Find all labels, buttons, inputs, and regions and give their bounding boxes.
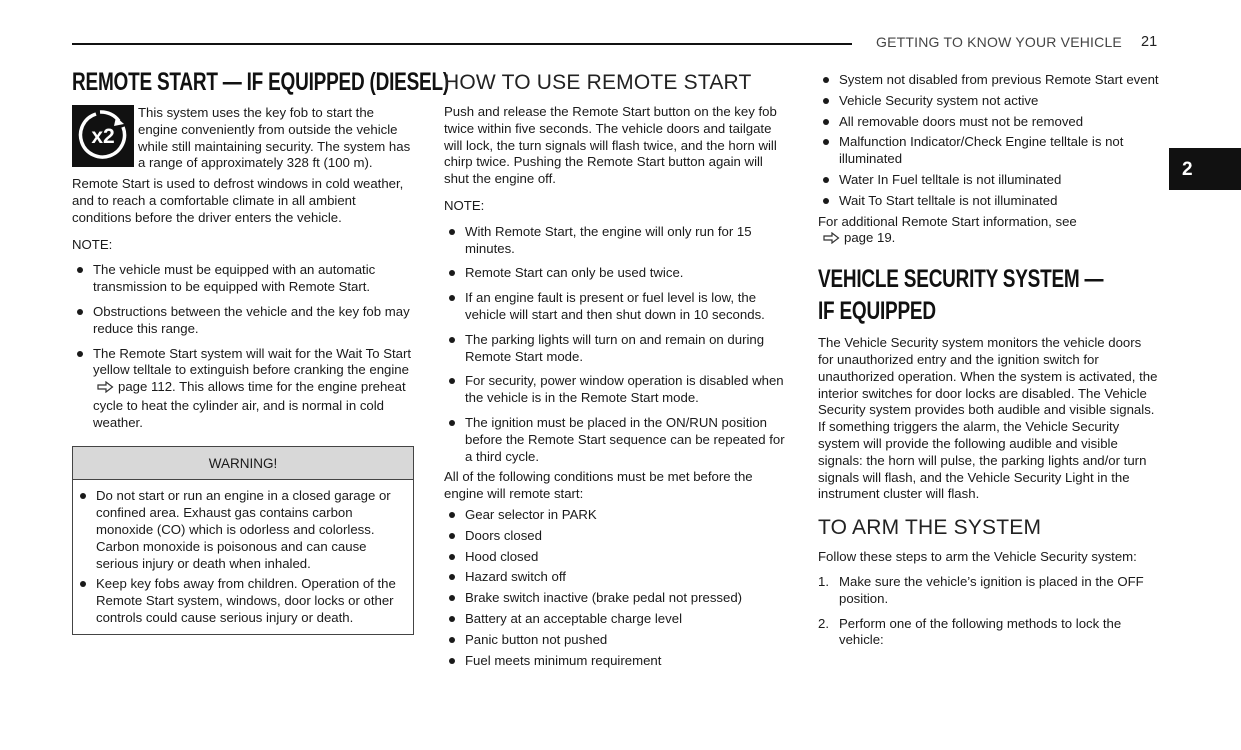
column-3 bbox=[818, 72, 1160, 657]
page-number: 21 bbox=[1141, 34, 1158, 50]
list-item: The vehicle must be equipped with an automatic transmission to be equipped with Remote Start. bbox=[72, 262, 414, 296]
list-item: Fuel meets minimum requirement bbox=[444, 653, 786, 670]
list-item: Obstructions between the vehicle and the key fob may reduce this range. bbox=[72, 304, 414, 338]
list-item: Gear selector in PARK bbox=[444, 507, 786, 524]
note-label: NOTE: bbox=[444, 197, 485, 213]
running-header: GETTING TO KNOW YOUR VEHICLE bbox=[876, 34, 1122, 50]
conditions-intro: All of the following conditions must be met before the engine will remote start: bbox=[444, 469, 753, 502]
list-item: Malfunction Indicator/Check Engine telltale is not illuminated bbox=[818, 134, 1160, 168]
security-paragraph: The Vehicle Security system monitors the vehicle doors for unauthorized entry and the ignition switch for unauthorized operation. When the system is activated, the interior switches for door locks are disabled. The Vehicle Security system provides both audible and visible signals. If something triggers the alarm, the Vehicle Security system will provide the following audible and visible signals: the horn will pulse, the parking lights and/or turn signals will flash, and the Vehicle Security Light in the instrument cluster will flash. bbox=[818, 335, 1158, 502]
list-item: For security, power window operation is disabled when the vehicle is in the Remote Start mode. bbox=[444, 373, 786, 407]
list-item: The Remote Start system will wait for the Wait To Start yellow telltale to extinguish before cranking the enginepage 112. This allows time for the engine preheat cycle to heat the cylinder air, and is normal in cold weather. bbox=[72, 346, 414, 432]
how-to-title: HOW TO USE REMOTE START bbox=[444, 71, 752, 94]
list-item: If an engine fault is present or fuel level is low, the vehicle will start and then shut down in 10 seconds. bbox=[444, 290, 786, 324]
note-list bbox=[444, 224, 786, 466]
list-item: The ignition must be placed in the ON/RUN position before the Remote Start sequence can be repeated for a third cycle. bbox=[444, 415, 786, 465]
list-item: Vehicle Security system not active bbox=[818, 93, 1160, 110]
list-item: 1. Make sure the vehicle’s ignition is placed in the OFF position. bbox=[818, 573, 1144, 606]
icon-label: x2 bbox=[91, 125, 115, 148]
more-info: For additional Remote Start information, see page 19. bbox=[818, 214, 1160, 250]
warning-box bbox=[72, 446, 414, 635]
list-item: With Remote Start, the engine will only run for 15 minutes. bbox=[444, 224, 786, 258]
list-item: Panic button not pushed bbox=[444, 632, 786, 649]
list-item: All removable doors must not be removed bbox=[818, 114, 1160, 131]
list-item: The parking lights will turn on and remain on during Remote Start mode. bbox=[444, 332, 786, 366]
warning-title: WARNING! bbox=[73, 447, 413, 481]
list-item: Keep key fobs away from children. Operation of the Remote Start system, windows, door locks or other controls could cause serious injury or death. bbox=[79, 576, 407, 626]
column-1 bbox=[72, 66, 449, 635]
arm-intro: Follow these steps to arm the Vehicle Security system: bbox=[818, 549, 1137, 565]
list-item: Do not start or run an engine in a closed garage or confined area. Exhaust gas contains carbon monoxide (CO) which is odorless and colorless. Carbon monoxide is poisonous and can cause serious injury or death when inhaled. bbox=[79, 488, 407, 572]
conditions-list-continued bbox=[818, 72, 1160, 210]
note-label: NOTE: bbox=[72, 236, 113, 252]
list-item: Remote Start can only be used twice. bbox=[444, 265, 786, 282]
how-to-paragraph: Push and release the Remote Start button on the key fob twice within five seconds. The vehicle doors and tailgate will lock, the turn signals will flash twice, and the horn will chirp twice. Pushing the Remote Start button again will shut the engine off. bbox=[444, 104, 777, 187]
header-rule bbox=[72, 43, 852, 45]
remote-start-title: REMOTE START — IF EQUIPPED (DIESEL) bbox=[72, 68, 449, 96]
arm-system-title: TO ARM THE SYSTEM bbox=[818, 516, 1042, 540]
list-item: Wait To Start telltale is not illuminated bbox=[818, 193, 1160, 210]
page-reference-arrow-icon bbox=[97, 381, 114, 398]
intro-block bbox=[72, 105, 414, 172]
list-item: Doors closed bbox=[444, 528, 786, 545]
security-title-line2: IF EQUIPPED bbox=[818, 297, 936, 326]
list-item: 2. Perform one of the following methods to lock the vehicle: bbox=[818, 615, 1122, 648]
security-title-line1: VEHICLE SECURITY SYSTEM — bbox=[818, 265, 1104, 294]
list-item: Brake switch inactive (brake pedal not pressed) bbox=[444, 590, 786, 607]
note-list bbox=[72, 262, 414, 431]
page-reference-link[interactable]: page 19. bbox=[844, 230, 896, 246]
chapter-tab[interactable]: 2 bbox=[1169, 148, 1241, 190]
page-reference-link[interactable]: page 112. This allows time for the engine preheat cycle to heat the cylinder air, and is normal in cold weather. bbox=[93, 379, 406, 430]
column-2 bbox=[444, 66, 786, 673]
list-item: Hood closed bbox=[444, 549, 786, 566]
list-item: Hazard switch off bbox=[444, 569, 786, 586]
list-item: System not disabled from previous Remote Start event bbox=[818, 72, 1160, 89]
page-reference-arrow-icon bbox=[823, 232, 840, 249]
arm-steps bbox=[818, 574, 1160, 649]
list-item: Water In Fuel telltale is not illuminated bbox=[818, 172, 1160, 189]
remote-start-x2-icon bbox=[72, 105, 134, 167]
list-item: Battery at an acceptable charge level bbox=[444, 611, 786, 628]
intro-paragraph: Remote Start is used to defrost windows in cold weather, and to reach a comfortable climate in all ambient conditions before the driver enters the vehicle. bbox=[72, 176, 404, 225]
conditions-list bbox=[444, 507, 786, 669]
intro-text: This system uses the key fob to start the engine conveniently from outside the vehicle while still maintaining security. The system has a range of approximately 328 ft (100 m). bbox=[138, 105, 411, 171]
